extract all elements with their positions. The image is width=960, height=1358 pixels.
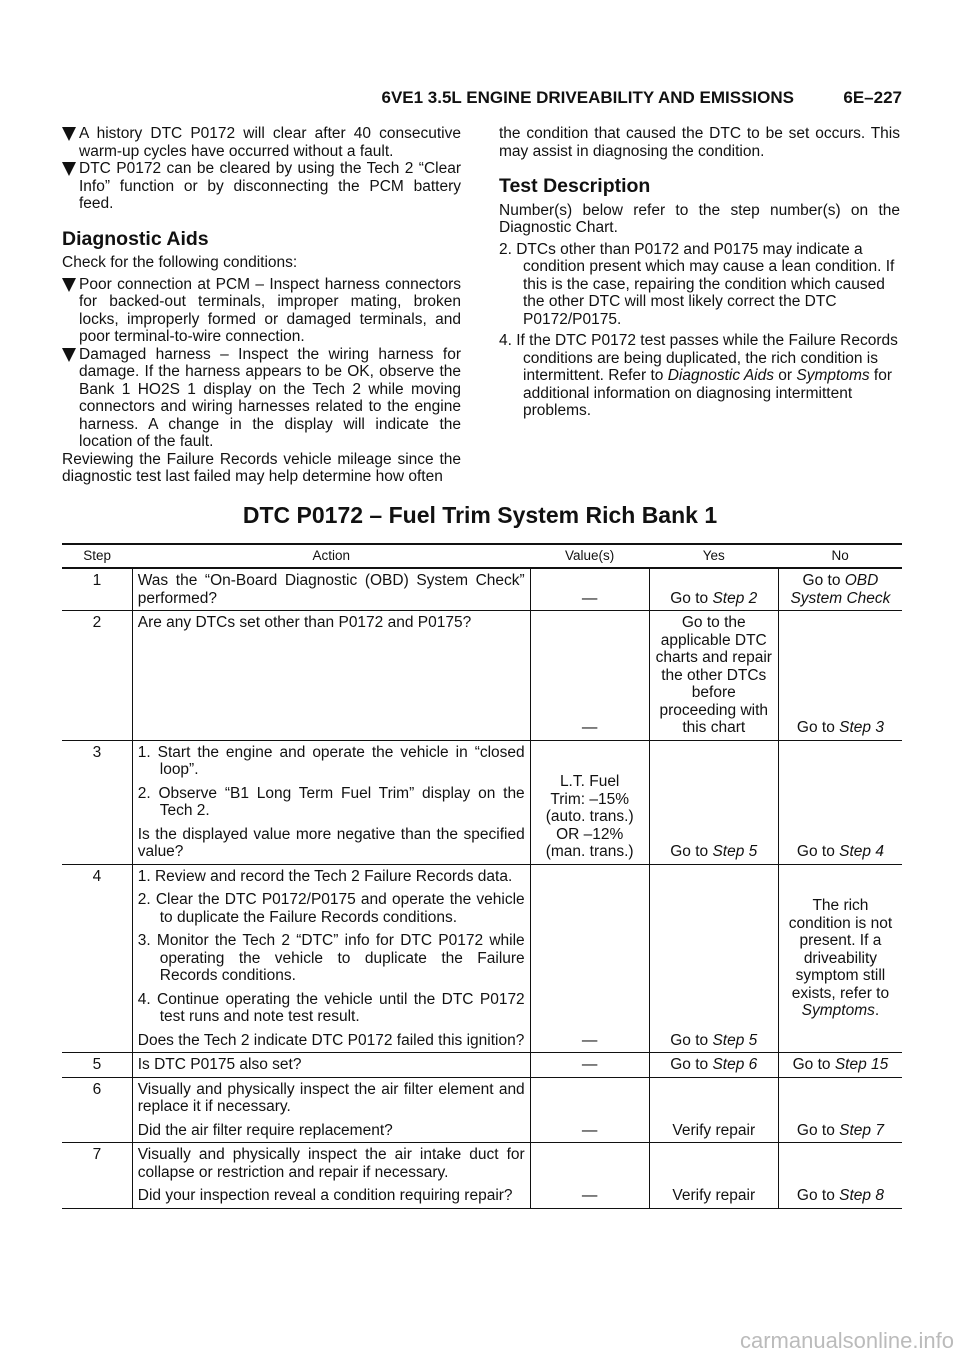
- bullet-item: A history DTC P0172 will clear after 40 consecutive warm-up cycles have occurred without a fault.: [62, 125, 461, 160]
- col-header-step: Step: [62, 544, 132, 568]
- diagnostic-table: [62, 543, 902, 1209]
- no-cell: Go to Step 3: [778, 611, 902, 741]
- step-number: 1: [62, 568, 132, 611]
- test-intro: Number(s) below refer to the step number(s) on the Diagnostic Chart.: [499, 201, 900, 236]
- bullet-triangle-icon: [62, 127, 76, 141]
- value-cell: —: [530, 568, 649, 611]
- col-header-no: No: [778, 544, 902, 568]
- table-row: [62, 611, 902, 741]
- link-symptoms[interactable]: Symptoms: [801, 1002, 875, 1019]
- page-number: 6E–227: [843, 88, 902, 107]
- link-step[interactable]: Step 3: [839, 719, 884, 736]
- yes-cell: Go to the applicable DTC charts and repair the other DTCs before proceeding with this chart: [649, 611, 778, 741]
- no-cell: Go to Step 15: [778, 1053, 902, 1078]
- value-cell: —: [530, 1143, 649, 1209]
- step-number: 3: [62, 740, 132, 864]
- table-row: [62, 740, 902, 864]
- yes-cell: Go to Step 2: [649, 568, 778, 611]
- step-number: 6: [62, 1077, 132, 1143]
- watermark: carmanualsonline.info: [739, 1328, 954, 1353]
- link-symptoms[interactable]: Symptoms: [796, 367, 870, 384]
- yes-cell: Go to Step 5: [649, 864, 778, 1053]
- aids-intro: Check for the following conditions:: [62, 254, 298, 271]
- bullet-item: Damaged harness – Inspect the wiring harness for damage. If the harness appears to be OK, observe the Bank 1 HO2S 1 display on the Tech 2 while moving connectors and wiring harnesses related to the engine harness. A change in the display will indicate the location of the fault.: [62, 346, 461, 451]
- value-cell: —: [530, 864, 649, 1053]
- no-cell: Go to Step 8: [778, 1143, 902, 1209]
- yes-cell: Verify repair: [649, 1143, 778, 1209]
- value-cell: —: [530, 611, 649, 741]
- no-cell: Go to Step 7: [778, 1077, 902, 1143]
- table-row: [62, 1143, 902, 1209]
- section-heading-test-description: Test Description: [499, 175, 651, 197]
- bullet-item: DTC P0172 can be cleared by using the Tech 2 “Clear Info” function or by disconnecting the PCM battery feed.: [62, 160, 461, 213]
- step-number: 5: [62, 1053, 132, 1078]
- action-cell: Visually and physically inspect the air filter element and replace it if necessary. Did the air filter require replacement?: [132, 1077, 530, 1143]
- closing-paragraph: Reviewing the Failure Records vehicle mileage since the diagnostic test last failed may help determine how often: [62, 450, 461, 485]
- col-header-yes: Yes: [649, 544, 778, 568]
- left-column: [62, 125, 461, 486]
- table-row: [62, 1077, 902, 1143]
- action-cell: 1. Review and record the Tech 2 Failure Records data. 2. Clear the DTC P0172/P0175 and operate the vehicle to duplicate the Failure Records conditions. 3. Monitor the Tech 2 “DTC” info for DTC P0172 while operating the vehicle to duplicate the Failure Records conditions. 4. Continue operating the vehicle until the DTC P0172 test runs and note test result. Does the Tech 2 indicate DTC P0172 failed this ignition?: [132, 864, 530, 1053]
- link-step[interactable]: Step 2: [712, 589, 758, 607]
- table-header-row: [62, 544, 902, 568]
- page-header: [62, 88, 902, 112]
- no-cell: Go to Step 4: [778, 740, 902, 864]
- bullet-triangle-icon: [62, 162, 76, 176]
- table-title: DTC P0172 – Fuel Trim System Rich Bank 1: [242, 502, 718, 528]
- no-cell: Go to OBD System Check: [778, 568, 902, 611]
- yes-cell: Go to Step 6: [649, 1053, 778, 1078]
- bullet-triangle-icon: [62, 348, 76, 362]
- action-cell: Are any DTCs set other than P0172 and P0175?: [132, 611, 530, 741]
- right-column: [499, 125, 900, 420]
- link-step[interactable]: Step 15: [834, 1056, 889, 1073]
- link-step[interactable]: Step 7: [839, 1121, 884, 1139]
- col-header-values: Value(s): [530, 544, 649, 568]
- step-number: 7: [62, 1143, 132, 1209]
- continued-paragraph: the condition that caused the DTC to be set occurs. This may assist in diagnosing the condition.: [499, 125, 900, 160]
- step-number: 2: [62, 611, 132, 741]
- yes-cell: Go to Step 5: [649, 740, 778, 864]
- link-obd-check[interactable]: OBD System Check: [790, 572, 891, 607]
- table-row: [62, 864, 902, 1053]
- action-cell: Is DTC P0175 also set?: [132, 1053, 530, 1078]
- link-step[interactable]: Step 8: [839, 1187, 884, 1204]
- action-cell: Visually and physically inspect the air intake duct for collapse or restriction and repair if necessary. Did your inspection reveal a condition requiring repair?: [132, 1143, 530, 1209]
- value-cell: —: [530, 1077, 649, 1143]
- link-step[interactable]: Step 5: [712, 1031, 758, 1049]
- test-item-2: 2. DTCs other than P0172 and P0175 may indicate a condition present which may cause a lean condition. If this is the case, repairing the condition which caused the other DTC will most likely correct the DTC P0172/P0175.: [499, 240, 895, 328]
- table-row: [62, 1053, 902, 1078]
- value-cell: —: [530, 1053, 649, 1078]
- value-cell: L.T. Fuel Trim: –15% (auto. trans.) OR –12% (man. trans.): [530, 740, 649, 864]
- yes-cell: Verify repair: [649, 1077, 778, 1143]
- test-item-4: 4. If the DTC P0172 test passes while the Failure Records conditions are being duplicated, the rich condition is intermittent. Refer to Diagnostic Aids or Symptoms for additional information on diagnosing intermittent problems.: [499, 332, 898, 419]
- step-number: 4: [62, 864, 132, 1053]
- table-row: [62, 568, 902, 611]
- bullet-triangle-icon: [62, 278, 76, 292]
- link-diagnostic-aids[interactable]: Diagnostic Aids: [667, 367, 774, 384]
- link-step[interactable]: Step 5: [712, 843, 758, 860]
- action-cell: Was the “On-Board Diagnostic (OBD) System Check” performed?: [132, 568, 530, 611]
- section-heading-diagnostic-aids: Diagnostic Aids: [62, 227, 209, 250]
- link-step[interactable]: Step 4: [839, 843, 884, 860]
- header-title: 6VE1 3.5L ENGINE DRIVEABILITY AND EMISSIONS: [381, 88, 794, 107]
- bullet-item: Poor connection at PCM – Inspect harness connectors for backed-out terminals, improper mating, broken locks, improperly formed or damaged terminals, and poor terminal-to-wire connection.: [62, 276, 461, 346]
- link-step[interactable]: Step 6: [712, 1056, 758, 1073]
- col-header-action: Action: [132, 544, 530, 568]
- no-cell: The rich condition is not present. If a driveability symptom still exists, refer to Symptoms.: [778, 864, 902, 1053]
- action-cell: 1. Start the engine and operate the vehicle in “closed loop”. 2. Observe “B1 Long Term Fuel Trim” display on the Tech 2. Is the displayed value more negative than the specified value?: [132, 740, 530, 864]
